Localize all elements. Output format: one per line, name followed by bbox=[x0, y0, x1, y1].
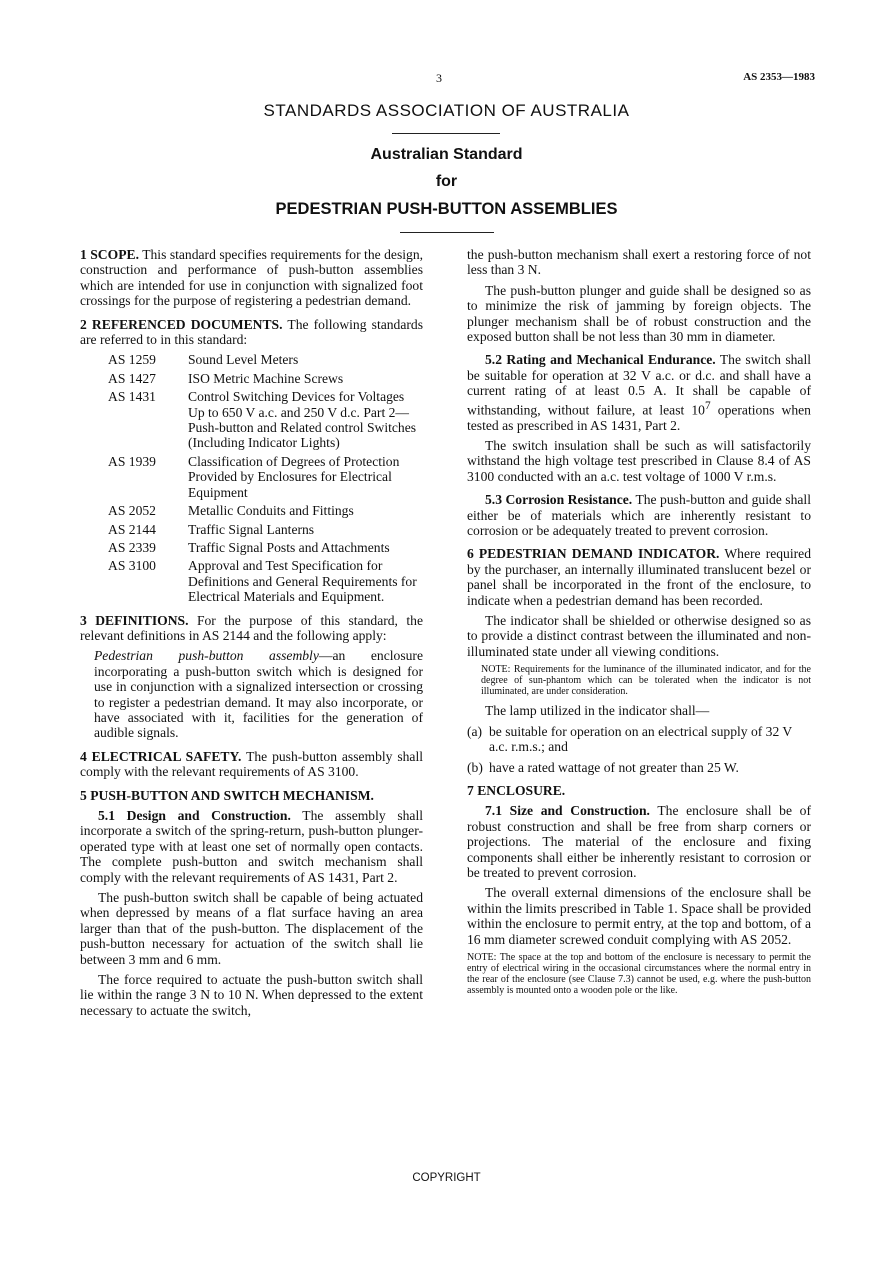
page-number: 3 bbox=[436, 71, 442, 85]
section-heading: 4 ELECTRICAL SAFETY. bbox=[80, 748, 242, 764]
section-heading: 1 SCOPE. bbox=[80, 247, 139, 262]
title-divider-top bbox=[392, 133, 500, 134]
reference-code: AS 3100 bbox=[108, 558, 156, 574]
list-marker: (b) bbox=[467, 759, 483, 775]
subsection-heading: 5.2 Rating and Mechanical Endurance. bbox=[485, 352, 716, 368]
subsection-corrosion-resistance bbox=[467, 492, 811, 538]
reference-title: Metallic Conduits and Fittings bbox=[188, 503, 354, 519]
copyright-footer: COPYRIGHT bbox=[412, 1172, 481, 1184]
section-heading: 7 ENCLOSURE. bbox=[467, 782, 566, 798]
section-heading: 3 DEFINITIONS. bbox=[80, 612, 189, 628]
subsection-design-construction bbox=[80, 808, 423, 885]
section-heading: 5 PUSH-BUTTON AND SWITCH MECHANISM. bbox=[80, 787, 374, 803]
reference-code: AS 1431 bbox=[108, 389, 156, 405]
title-divider-bottom bbox=[400, 232, 494, 233]
title-line-2: for bbox=[435, 173, 458, 190]
list-text: have a rated wattage of not greater than 25 W. bbox=[489, 759, 739, 775]
organization-name: STANDARDS ASSOCIATION OF AUSTRALIA bbox=[263, 101, 630, 120]
section-referenced-documents bbox=[80, 317, 423, 348]
right-column bbox=[467, 247, 811, 1002]
note: NOTE: The space at the top and bottom of the enclosure is necessary to permit the entry of electrical wiring in the occasional circumstances where the normal entry in the rear of the enclosure (see Clause 7.3) cannot be used, e.g. where the push-button assembly is mounted onto a wooden pole or the like. bbox=[467, 951, 811, 996]
subsection-heading: 5.3 Corrosion Resistance. bbox=[485, 492, 633, 508]
section-electrical-safety bbox=[80, 749, 423, 780]
subsection-text: The switch shall be suitable for operation at 32 V a.c. or d.c. and shall have a current rating of at least 0.5 A. It shall be capable of withstanding, without failure, at least 10 bbox=[467, 352, 811, 418]
paragraph: The force required to actuate the push-button switch shall lie within the range 3 N to 10 N. When depressed to the extent necessary to actuate the switch, bbox=[80, 972, 423, 1018]
definition bbox=[94, 648, 423, 740]
paragraph: the push-button mechanism shall exert a restoring force of not less than 3 N. bbox=[467, 247, 811, 278]
reference-code: AS 1939 bbox=[108, 453, 156, 469]
subsection-heading: 5.1 Design and Construction. bbox=[98, 808, 291, 823]
reference-item bbox=[108, 558, 423, 604]
paragraph: The overall external dimensions of the enclosure shall be within the limits prescribed in Table 1. Space shall be provided within the enclosure to permit entry, at the top and bottom, of a 16 mm diameter screwed conduit complying with AS 2052. bbox=[467, 885, 811, 947]
section-definitions bbox=[80, 613, 423, 644]
subsection-size-construction bbox=[467, 803, 811, 880]
section-text: This standard specifies requirements for the design, construction and performance of push-button assemblies which are intended for use in conjunction with signalized foot crossings for the purpose of registering a pedestrian demand. bbox=[80, 247, 424, 309]
section-scope bbox=[80, 247, 423, 309]
reference-title: Sound Level Meters bbox=[188, 352, 299, 368]
reference-list bbox=[108, 352, 423, 604]
reference-item bbox=[108, 352, 423, 367]
reference-item bbox=[108, 540, 423, 555]
reference-title: Control Switching Devices for Voltages Up to 650 V a.c. and 250 V d.c. Part 2—Push-button and Related control Switches (Including Indicator Lights) bbox=[188, 389, 417, 451]
definition-term: Pedestrian push-button assembly bbox=[94, 648, 319, 664]
list-marker: (a) bbox=[467, 723, 483, 739]
reference-title: Traffic Signal Lanterns bbox=[188, 521, 315, 537]
reference-item bbox=[108, 522, 423, 537]
document-code: AS 2353—1983 bbox=[743, 71, 815, 83]
reference-title: ISO Metric Machine Screws bbox=[188, 370, 344, 386]
paragraph: The switch insulation shall be such as will satisfactorily withstand the high voltage test prescribed in Clause 8.4 of AS 3100 conducted with an a.c. test voltage of 1000 V r.m.s. bbox=[467, 438, 811, 484]
reference-title: Classification of Degrees of Protection Provided by Enclosures for Electrical Equipment bbox=[188, 453, 400, 500]
reference-code: AS 2339 bbox=[108, 539, 156, 555]
reference-item bbox=[108, 503, 423, 518]
subsection-rating-endurance bbox=[467, 352, 811, 433]
paragraph: The lamp utilized in the indicator shall— bbox=[485, 703, 710, 719]
section-text: Where required by the purchaser, an internally illuminated translucent bezel or panel shall be incorporated in the front of the enclosure, to indicate when a pedestrian demand has been recorded. bbox=[467, 546, 811, 608]
reference-title: Approval and Test Specification for Definitions and General Requirements for Electrical Materials and Equipment. bbox=[188, 558, 417, 605]
reference-code: AS 1259 bbox=[108, 352, 156, 368]
subsection-text: The enclosure shall be of robust construction and shall be free from sharp corners or projections. The material of the enclosure and fixing components shall either be inherently resistant to corrosion or be treated to prevent corrosion. bbox=[467, 803, 811, 880]
reference-code: AS 1427 bbox=[108, 370, 156, 386]
reference-item bbox=[108, 371, 423, 386]
reference-title: Traffic Signal Posts and Attachments bbox=[188, 539, 390, 555]
section-pedestrian-demand-indicator bbox=[467, 546, 811, 608]
section-text: For the purpose of this standard, the relevant definitions in AS 2144 and the following apply: bbox=[80, 612, 423, 643]
list-item bbox=[467, 760, 811, 775]
reference-item bbox=[108, 389, 423, 451]
definition-text: —an enclosure incorporating a push-button switch which is designed for use in conjunction with a signalized intersection or crossing to register a pedestrian demand. It may also incorporate, or have associated with it, facilities for the generation of audible signals. bbox=[94, 648, 423, 741]
subsection-heading: 7.1 Size and Construction. bbox=[485, 803, 650, 819]
reference-code: AS 2052 bbox=[108, 503, 156, 519]
section-heading: 6 PEDESTRIAN DEMAND INDICATOR. bbox=[467, 546, 720, 562]
document-title: PEDESTRIAN PUSH-BUTTON ASSEMBLIES bbox=[275, 200, 618, 218]
paragraph: The push-button switch shall be capable of being actuated when depressed by means of a flat surface having an area larger than that of the push-button. The displacement of the push-button necessary for actuation of the switch shall lie between 3 mm and 6 mm. bbox=[80, 890, 423, 967]
note: NOTE: Requirements for the luminance of the illuminated indicator, and for the degree of sun-phantom which can be tolerated when the indicator is not illuminated, are under consideration. bbox=[481, 664, 811, 698]
reference-item bbox=[108, 454, 423, 500]
subsection-text: The push-button and guide shall either be of materials which are inherently resistant to corrosion or be adequately treated to prevent corrosion. bbox=[467, 492, 811, 539]
left-column bbox=[80, 247, 423, 1023]
paragraph: The indicator shall be shielded or otherwise designed so as to provide a distinct contrast between the illuminated and non-illuminated state under all viewing conditions. bbox=[467, 613, 811, 659]
section-text: The following standards are referred to in this standard: bbox=[80, 316, 423, 348]
subsection-text: operations when tested as prescribed in AS 1431, Part 2. bbox=[467, 402, 811, 433]
paragraph: The push-button plunger and guide shall be designed so as to minimize the risk of jamming by foreign objects. The plunger mechanism shall be of robust construction and the exposed button shall be not less than 30 mm in diameter. bbox=[467, 282, 811, 345]
subsection-text: The assembly shall incorporate a switch of the spring-return, push-button plunger-operated type with at least one set of normally open contacts. The complete push-button and switch mechanism shall comply with the relevant requirements of AS 1431, Part 2. bbox=[80, 808, 424, 885]
reference-code: AS 2144 bbox=[108, 521, 156, 537]
list-text: be suitable for operation on an electrical supply of 32 V a.c. r.m.s.; and bbox=[489, 723, 793, 755]
superscript: 7 bbox=[704, 399, 711, 412]
section-text: The push-button assembly shall comply with the relevant requirements of AS 3100. bbox=[80, 748, 424, 780]
list-item bbox=[467, 724, 811, 755]
section-heading: 2 REFERENCED DOCUMENTS. bbox=[80, 316, 283, 332]
title-line-1: Australian Standard bbox=[370, 146, 523, 163]
